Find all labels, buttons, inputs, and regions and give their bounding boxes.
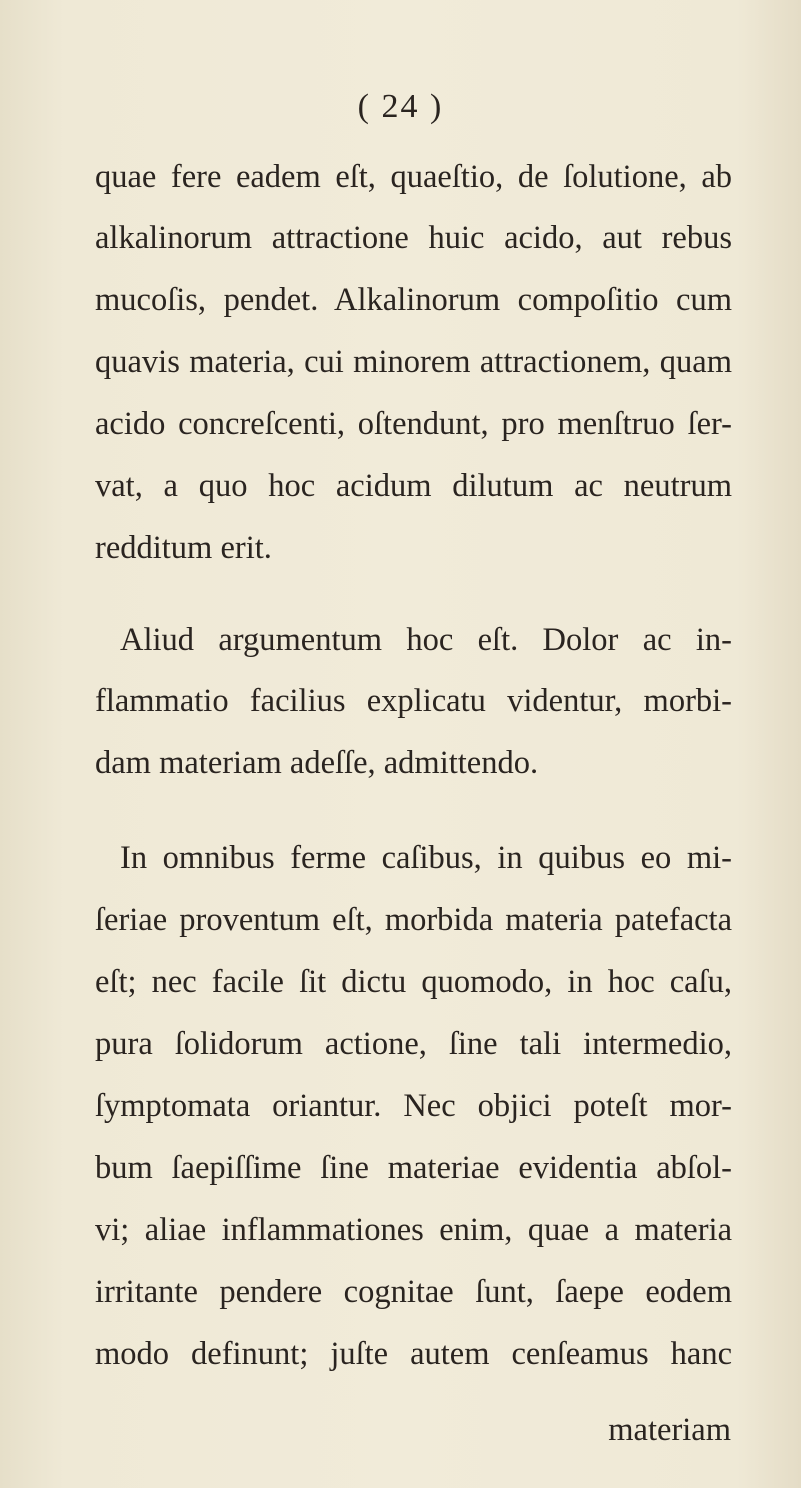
page-number: ( 24 ) <box>357 88 444 125</box>
text-line: mucoſis, pendet. Alkalinorum compoſitio cum <box>95 282 732 318</box>
catchword: materiam <box>608 1412 731 1448</box>
text-line: dam materiam adeſſe, admittendo. <box>95 745 539 781</box>
text-line: acido concreſcenti, oſtendunt, pro menſtruo ſer- <box>95 406 732 442</box>
text-line: flammatio facilius explicatu videntur, morbi- <box>95 683 732 719</box>
text-line: eſt; nec facile ſit dictu quomodo, in hoc caſu, <box>95 964 732 1000</box>
text-line: pura ſolidorum actione, ſine tali intermedio, <box>95 1026 732 1062</box>
text-line: Aliud argumentum hoc eſt. Dolor ac in- <box>120 622 732 658</box>
text-line: redditum erit. <box>95 530 272 566</box>
text-line: bum ſaepiſſime ſine materiae evidentia abſol- <box>95 1150 732 1186</box>
text-line: quavis materia, cui minorem attractionem, quam <box>95 344 732 380</box>
text-line: modo definunt; juſte autem cenſeamus hanc <box>95 1336 732 1372</box>
text-line: vat, a quo hoc acidum dilutum ac neutrum <box>95 468 732 504</box>
text-line: ſymptomata oriantur. Nec objici poteſt mor- <box>95 1088 732 1124</box>
text-line: quae fere eadem eſt, quaeſtio, de ſolutione, ab <box>95 159 732 195</box>
text-line: In omnibus ferme caſibus, in quibus eo mi- <box>120 840 732 876</box>
text-line: vi; aliae inflammationes enim, quae a materia <box>95 1212 732 1248</box>
text-line: ſeriae proventum eſt, morbida materia patefacta <box>95 902 732 938</box>
text-line: alkalinorum attractione huic acido, aut rebus <box>95 220 732 256</box>
text-line: irritante pendere cognitae ſunt, ſaepe eodem <box>95 1274 732 1310</box>
